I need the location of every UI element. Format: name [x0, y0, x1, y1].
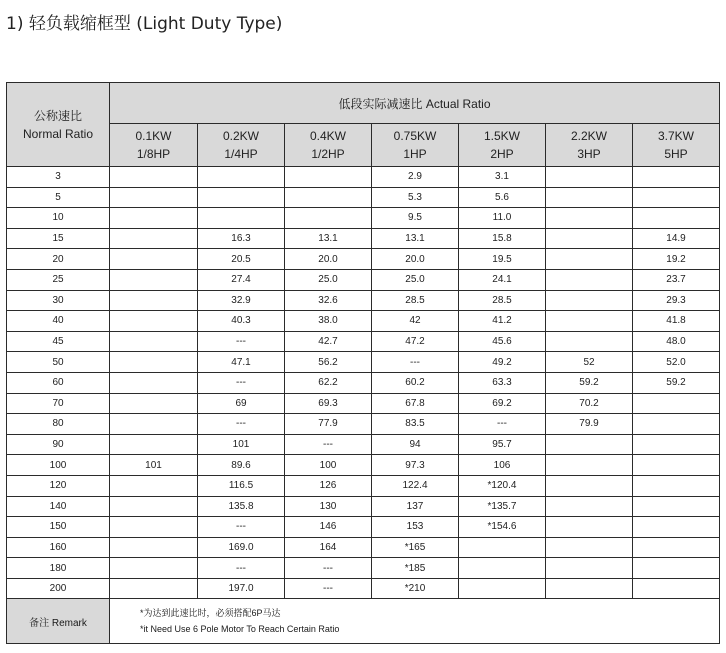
actual-ratio-cell: 135.8: [198, 496, 285, 517]
actual-ratio-cell: [110, 228, 198, 249]
actual-ratio-cell: *210: [372, 578, 459, 599]
actual-ratio-cell: [285, 167, 372, 188]
actual-ratio-cell: 95.7: [459, 434, 546, 455]
table-row: [7, 517, 720, 538]
actual-ratio-cell: [110, 208, 198, 229]
actual-ratio-cell: 59.2: [546, 372, 633, 393]
power-kw: 3.7KW: [658, 129, 695, 143]
nominal-ratio-cell: 20: [7, 249, 110, 270]
actual-ratio-cell: [198, 187, 285, 208]
nominal-ratio-cell: 30: [7, 290, 110, 311]
actual-ratio-cell: [633, 414, 720, 435]
table-row: [7, 269, 720, 290]
actual-ratio-cell: ---: [459, 414, 546, 435]
actual-ratio-cell: [633, 455, 720, 476]
actual-ratio-cell: ---: [198, 372, 285, 393]
nominal-ratio-cell: 50: [7, 352, 110, 373]
actual-ratio-cell: 5.6: [459, 187, 546, 208]
actual-ratio-cell: 38.0: [285, 311, 372, 332]
actual-ratio-cell: [110, 311, 198, 332]
actual-ratio-cell: 5.3: [372, 187, 459, 208]
actual-ratio-cell: *154.6: [459, 517, 546, 538]
remark-cn: *为达到此速比时，必须搭配6P马达: [140, 608, 281, 619]
actual-ratio-cell: [546, 208, 633, 229]
nominal-ratio-cell: 70: [7, 393, 110, 414]
actual-ratio-cell: ---: [285, 558, 372, 579]
actual-ratio-cell: 16.3: [198, 228, 285, 249]
power-column-header: [198, 124, 285, 167]
actual-ratio-cell: [633, 517, 720, 538]
power-kw: 0.1KW: [135, 129, 172, 143]
actual-ratio-cell: 63.3: [459, 372, 546, 393]
actual-ratio-cell: 79.9: [546, 414, 633, 435]
actual-ratio-cell: 52.0: [633, 352, 720, 373]
actual-ratio-cell: 101: [110, 455, 198, 476]
actual-ratio-cell: 11.0: [459, 208, 546, 229]
table-row: [7, 372, 720, 393]
nominal-ratio-cell: 120: [7, 475, 110, 496]
actual-ratio-cell: [110, 269, 198, 290]
actual-ratio-cell: 3.1: [459, 167, 546, 188]
table-row: [7, 352, 720, 373]
nominal-ratio-cell: 60: [7, 372, 110, 393]
actual-ratio-cell: 32.6: [285, 290, 372, 311]
power-column-header: [546, 124, 633, 167]
actual-ratio-cell: 29.3: [633, 290, 720, 311]
actual-ratio-cell: [546, 311, 633, 332]
actual-ratio-cell: 59.2: [633, 372, 720, 393]
actual-ratio-cell: *120.4: [459, 475, 546, 496]
actual-ratio-cell: [459, 578, 546, 599]
actual-ratio-cell: 42.7: [285, 331, 372, 352]
actual-ratio-cell: 52: [546, 352, 633, 373]
actual-ratio-cell: *165: [372, 537, 459, 558]
actual-ratio-cell: 146: [285, 517, 372, 538]
actual-ratio-cell: [633, 393, 720, 414]
actual-ratio-cell: [459, 537, 546, 558]
ratio-table: [6, 82, 720, 644]
actual-ratio-cell: [110, 578, 198, 599]
actual-ratio-cell: [110, 558, 198, 579]
nominal-ratio-cell: 160: [7, 537, 110, 558]
power-hp: 2HP: [490, 147, 514, 161]
actual-ratio-cell: 122.4: [372, 475, 459, 496]
power-kw: 0.4KW: [309, 129, 346, 143]
nominal-ratio-cell: 40: [7, 311, 110, 332]
remark-text: [110, 599, 720, 644]
power-hp: 1/4HP: [224, 147, 258, 161]
actual-ratio-cell: [546, 455, 633, 476]
actual-ratio-cell: [546, 537, 633, 558]
actual-ratio-cell: 97.3: [372, 455, 459, 476]
actual-ratio-cell: 28.5: [459, 290, 546, 311]
actual-ratio-cell: 126: [285, 475, 372, 496]
power-hp: 5HP: [664, 147, 688, 161]
actual-ratio-cell: [110, 187, 198, 208]
actual-ratio-cell: 62.2: [285, 372, 372, 393]
actual-ratio-cell: 56.2: [285, 352, 372, 373]
actual-ratio-cell: 47.2: [372, 331, 459, 352]
actual-ratio-cell: [110, 517, 198, 538]
actual-ratio-cell: [633, 167, 720, 188]
actual-ratio-cell: ---: [198, 414, 285, 435]
actual-ratio-cell: 101: [198, 434, 285, 455]
power-hp: 1/2HP: [311, 147, 345, 161]
actual-ratio-cell: 77.9: [285, 414, 372, 435]
actual-ratio-cell: 9.5: [372, 208, 459, 229]
table-row: [7, 414, 720, 435]
actual-ratio-cell: 13.1: [285, 228, 372, 249]
power-kw: 2.2KW: [570, 129, 607, 143]
actual-ratio-cell: 137: [372, 496, 459, 517]
table-row: [7, 496, 720, 517]
table-row: [7, 187, 720, 208]
power-hp: 3HP: [577, 147, 601, 161]
actual-ratio-cell: [633, 496, 720, 517]
actual-ratio-cell: ---: [285, 434, 372, 455]
remark-en: *it Need Use 6 Pole Motor To Reach Certain Ratio: [140, 624, 340, 635]
table-row: [7, 228, 720, 249]
nominal-ratio-header-cn: 公称速比: [33, 108, 82, 123]
actual-ratio-cell: 67.8: [372, 393, 459, 414]
actual-ratio-cell: [546, 434, 633, 455]
actual-ratio-cell: [546, 331, 633, 352]
nominal-ratio-cell: 180: [7, 558, 110, 579]
actual-ratio-cell: [110, 496, 198, 517]
table-row: [7, 393, 720, 414]
actual-ratio-cell: 47.1: [198, 352, 285, 373]
actual-ratio-cell: [633, 475, 720, 496]
actual-ratio-cell: 116.5: [198, 475, 285, 496]
power-kw: 0.75KW: [393, 129, 437, 143]
actual-ratio-cell: [633, 578, 720, 599]
actual-ratio-cell: 94: [372, 434, 459, 455]
table-row: [7, 290, 720, 311]
actual-ratio-cell: 45.6: [459, 331, 546, 352]
actual-ratio-cell: [633, 187, 720, 208]
actual-ratio-cell: 153: [372, 517, 459, 538]
actual-ratio-cell: [546, 249, 633, 270]
actual-ratio-cell: 13.1: [372, 228, 459, 249]
actual-ratio-cell: 48.0: [633, 331, 720, 352]
actual-ratio-cell: 130: [285, 496, 372, 517]
actual-ratio-cell: 19.2: [633, 249, 720, 270]
actual-ratio-cell: [546, 475, 633, 496]
power-kw: 0.2KW: [222, 129, 259, 143]
actual-ratio-cell: [110, 537, 198, 558]
actual-ratio-cell: [110, 331, 198, 352]
actual-ratio-cell: [546, 517, 633, 538]
nominal-ratio-cell: 45: [7, 331, 110, 352]
actual-ratio-cell: [459, 558, 546, 579]
actual-ratio-cell: [110, 434, 198, 455]
actual-ratio-cell: 19.5: [459, 249, 546, 270]
actual-ratio-cell: [110, 290, 198, 311]
power-hp: 1/8HP: [136, 147, 171, 161]
nominal-ratio-cell: 15: [7, 228, 110, 249]
actual-ratio-cell: 20.0: [285, 249, 372, 270]
nominal-ratio-cell: 140: [7, 496, 110, 517]
actual-ratio-cell: 41.2: [459, 311, 546, 332]
actual-ratio-cell: 42: [372, 311, 459, 332]
actual-ratio-cell: [285, 187, 372, 208]
nominal-ratio-cell: 90: [7, 434, 110, 455]
nominal-ratio-cell: 10: [7, 208, 110, 229]
power-column-header: [459, 124, 546, 167]
table-row: [7, 537, 720, 558]
nominal-ratio-cell: 100: [7, 455, 110, 476]
nominal-ratio-cell: 80: [7, 414, 110, 435]
actual-ratio-cell: [110, 167, 198, 188]
table-row: [7, 434, 720, 455]
actual-ratio-cell: [546, 269, 633, 290]
power-column-header: [372, 124, 459, 167]
table-row: [7, 331, 720, 352]
actual-ratio-cell: [110, 352, 198, 373]
actual-ratio-cell: ---: [372, 352, 459, 373]
actual-ratio-cell: ---: [198, 558, 285, 579]
actual-ratio-cell: [110, 372, 198, 393]
actual-ratio-cell: [633, 558, 720, 579]
remark-label: 备注 Remark: [7, 599, 110, 644]
power-hp: 1HP: [403, 147, 427, 161]
table-row: [7, 578, 720, 599]
actual-ratio-cell: 20.5: [198, 249, 285, 270]
actual-ratio-cell: 164: [285, 537, 372, 558]
nominal-ratio-cell: 3: [7, 167, 110, 188]
actual-ratio-cell: 69: [198, 393, 285, 414]
nominal-ratio-header: [7, 83, 110, 167]
actual-ratio-cell: 24.1: [459, 269, 546, 290]
actual-ratio-cell: 40.3: [198, 311, 285, 332]
actual-ratio-cell: [546, 290, 633, 311]
actual-ratio-cell: ---: [198, 517, 285, 538]
actual-ratio-cell: 27.4: [198, 269, 285, 290]
nominal-ratio-cell: 25: [7, 269, 110, 290]
nominal-ratio-cell: 150: [7, 517, 110, 538]
actual-ratio-cell: 100: [285, 455, 372, 476]
table-row: [7, 249, 720, 270]
actual-ratio-group-header: 低段实际减速比 Actual Ratio: [110, 83, 720, 124]
table-row: [7, 311, 720, 332]
actual-ratio-cell: 20.0: [372, 249, 459, 270]
actual-ratio-cell: 14.9: [633, 228, 720, 249]
actual-ratio-cell: 169.0: [198, 537, 285, 558]
actual-ratio-cell: 23.7: [633, 269, 720, 290]
actual-ratio-cell: 83.5: [372, 414, 459, 435]
table-row: [7, 558, 720, 579]
actual-ratio-cell: 197.0: [198, 578, 285, 599]
actual-ratio-cell: 28.5: [372, 290, 459, 311]
power-column-header: [110, 124, 198, 167]
actual-ratio-cell: 69.2: [459, 393, 546, 414]
actual-ratio-cell: [110, 414, 198, 435]
actual-ratio-cell: 60.2: [372, 372, 459, 393]
actual-ratio-cell: [633, 537, 720, 558]
actual-ratio-cell: ---: [285, 578, 372, 599]
table-row: [7, 167, 720, 188]
actual-ratio-cell: 69.3: [285, 393, 372, 414]
nominal-ratio-cell: 5: [7, 187, 110, 208]
actual-ratio-cell: [198, 167, 285, 188]
actual-ratio-cell: ---: [198, 331, 285, 352]
actual-ratio-cell: [546, 228, 633, 249]
actual-ratio-cell: 89.6: [198, 455, 285, 476]
power-column-header: [633, 124, 720, 167]
actual-ratio-cell: [546, 187, 633, 208]
power-kw: 1.5KW: [483, 129, 520, 143]
actual-ratio-cell: [198, 208, 285, 229]
actual-ratio-cell: 25.0: [372, 269, 459, 290]
actual-ratio-cell: 32.9: [198, 290, 285, 311]
nominal-ratio-cell: 200: [7, 578, 110, 599]
actual-ratio-cell: [285, 208, 372, 229]
table-row: [7, 455, 720, 476]
actual-ratio-cell: 41.8: [633, 311, 720, 332]
actual-ratio-cell: [110, 475, 198, 496]
actual-ratio-cell: *185: [372, 558, 459, 579]
actual-ratio-cell: [546, 496, 633, 517]
actual-ratio-cell: 15.8: [459, 228, 546, 249]
table-row: [7, 208, 720, 229]
actual-ratio-cell: 2.9: [372, 167, 459, 188]
actual-ratio-cell: [110, 249, 198, 270]
actual-ratio-cell: [633, 208, 720, 229]
power-column-header: [285, 124, 372, 167]
actual-ratio-cell: 70.2: [546, 393, 633, 414]
actual-ratio-cell: [546, 578, 633, 599]
nominal-ratio-header-en: Normal Ratio: [22, 126, 94, 141]
actual-ratio-cell: 25.0: [285, 269, 372, 290]
page-title: 1) 轻负载缩框型 (Light Duty Type): [6, 14, 283, 34]
actual-ratio-cell: [546, 558, 633, 579]
actual-ratio-cell: [110, 393, 198, 414]
table-row: [7, 475, 720, 496]
actual-ratio-cell: 49.2: [459, 352, 546, 373]
actual-ratio-cell: *135.7: [459, 496, 546, 517]
actual-ratio-cell: 106: [459, 455, 546, 476]
actual-ratio-cell: [546, 167, 633, 188]
actual-ratio-cell: [633, 434, 720, 455]
